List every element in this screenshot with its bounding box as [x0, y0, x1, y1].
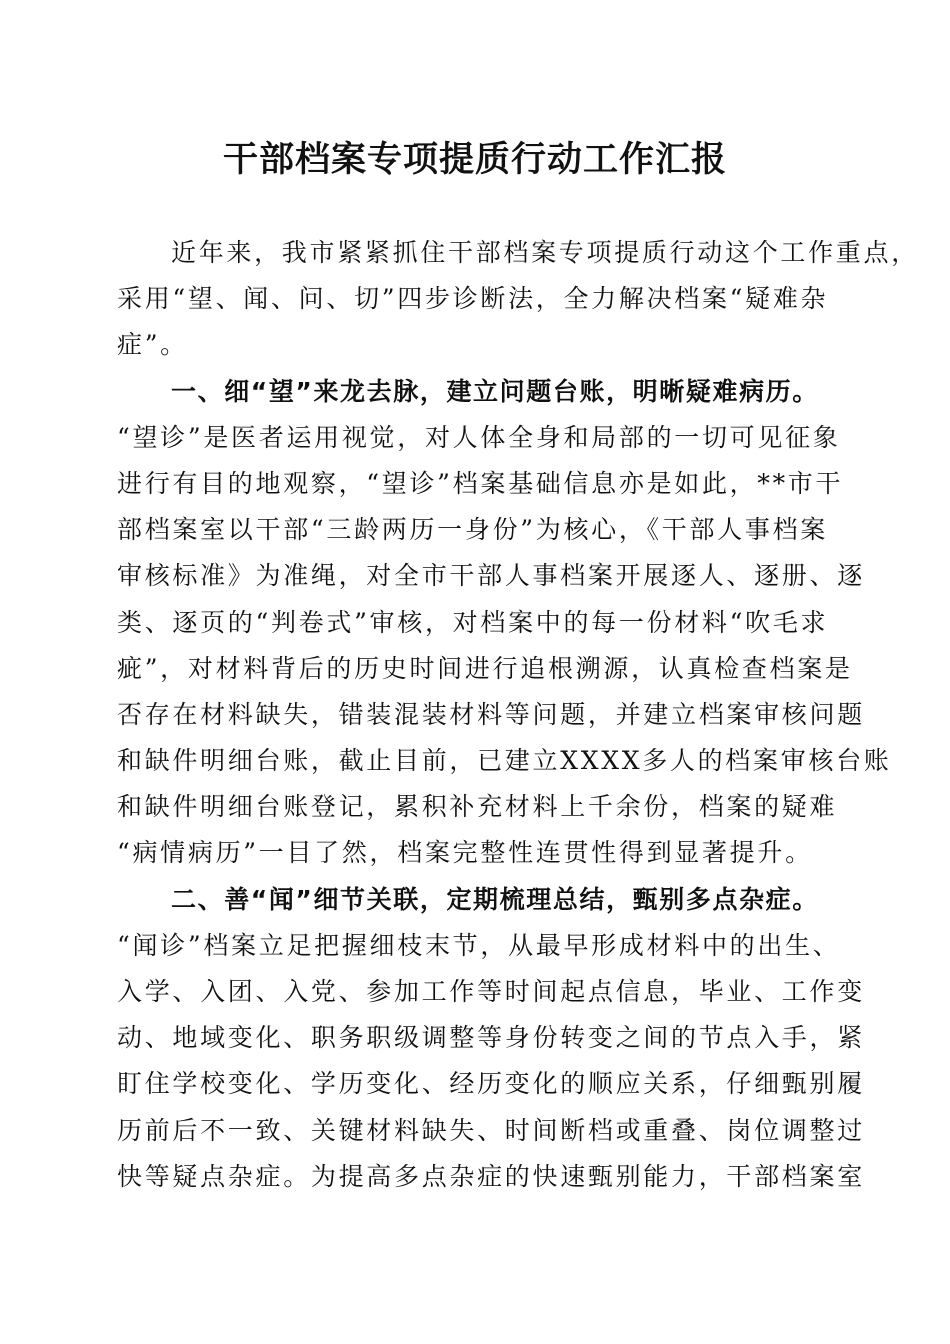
paragraph-line: 采用“望、闻、问、切”四步诊断法，全力解决档案“疑难杂	[117, 284, 829, 314]
paragraph-line: 症”。	[117, 330, 188, 360]
paragraph-line: 否存在材料缺失，错装混装材料等问题，并建立档案审核问题	[117, 699, 865, 729]
paragraph-line: 审核标准》为准绳，对全市干部人事档案开展逐人、逐册、逐	[117, 561, 865, 591]
paragraph-line: 历前后不一致、关键材料缺失、时间断档或重叠、岗位调整过	[117, 1115, 865, 1145]
document-title: 干部档案专项提质行动工作汇报	[222, 140, 727, 180]
paragraph-line: “望诊”是医者运用视觉，对人体全身和局部的一切可见征象	[117, 422, 841, 452]
paragraph-line: 部档案室以干部“三龄两历一身份”为核心，《干部人事档案	[117, 515, 828, 545]
paragraph-line: 盯住学校变化、学历变化、经历变化的顺应关系，仔细甄别履	[117, 1069, 865, 1099]
paragraph-line: 进行有目的地观察，“望诊”档案基础信息亦是如此，**市干	[117, 468, 844, 498]
paragraph-line: 类、逐页的“判卷式”审核，对档案中的每一份材料“吹毛求	[117, 607, 829, 637]
paragraph-line: 疵”，对材料背后的历史时间进行追根溯源，认真检查档案是	[117, 653, 853, 683]
paragraph-line: “病情病历”一目了然，档案完整性连贯性得到显著提升。	[117, 838, 813, 868]
paragraph-line: 和缺件明细台账，截止目前，已建立XXXX多人的档案审核台账	[117, 746, 892, 776]
paragraph-line: 和缺件明细台账登记，累积补充材料上千余份，档案的疑难	[117, 792, 838, 822]
paragraph-line: 近年来，我市紧紧抓住干部档案专项提质行动这个工作重点，	[171, 238, 919, 267]
paragraph-line: 动、地域变化、职务职级调整等身份转变之间的节点入手，紧	[117, 1023, 865, 1053]
paragraph-line: 快等疑点杂症。为提高多点杂症的快速甄别能力，干部档案室	[117, 1161, 865, 1191]
section-heading-1: 一、细“望”来龙去脉，建立问题台账，明晰疑难病历。	[171, 376, 819, 406]
section-heading-2: 二、善“闻”细节关联，定期梳理总结，甄别多点杂症。	[171, 884, 819, 914]
paragraph-line: 入学、入团、入党、参加工作等时间起点信息，毕业、工作变	[117, 977, 865, 1006]
paragraph-line: “闻诊”档案立足把握细枝末节，从最早形成材料中的出生、	[117, 930, 841, 960]
document-body	[117, 230, 919, 1200]
